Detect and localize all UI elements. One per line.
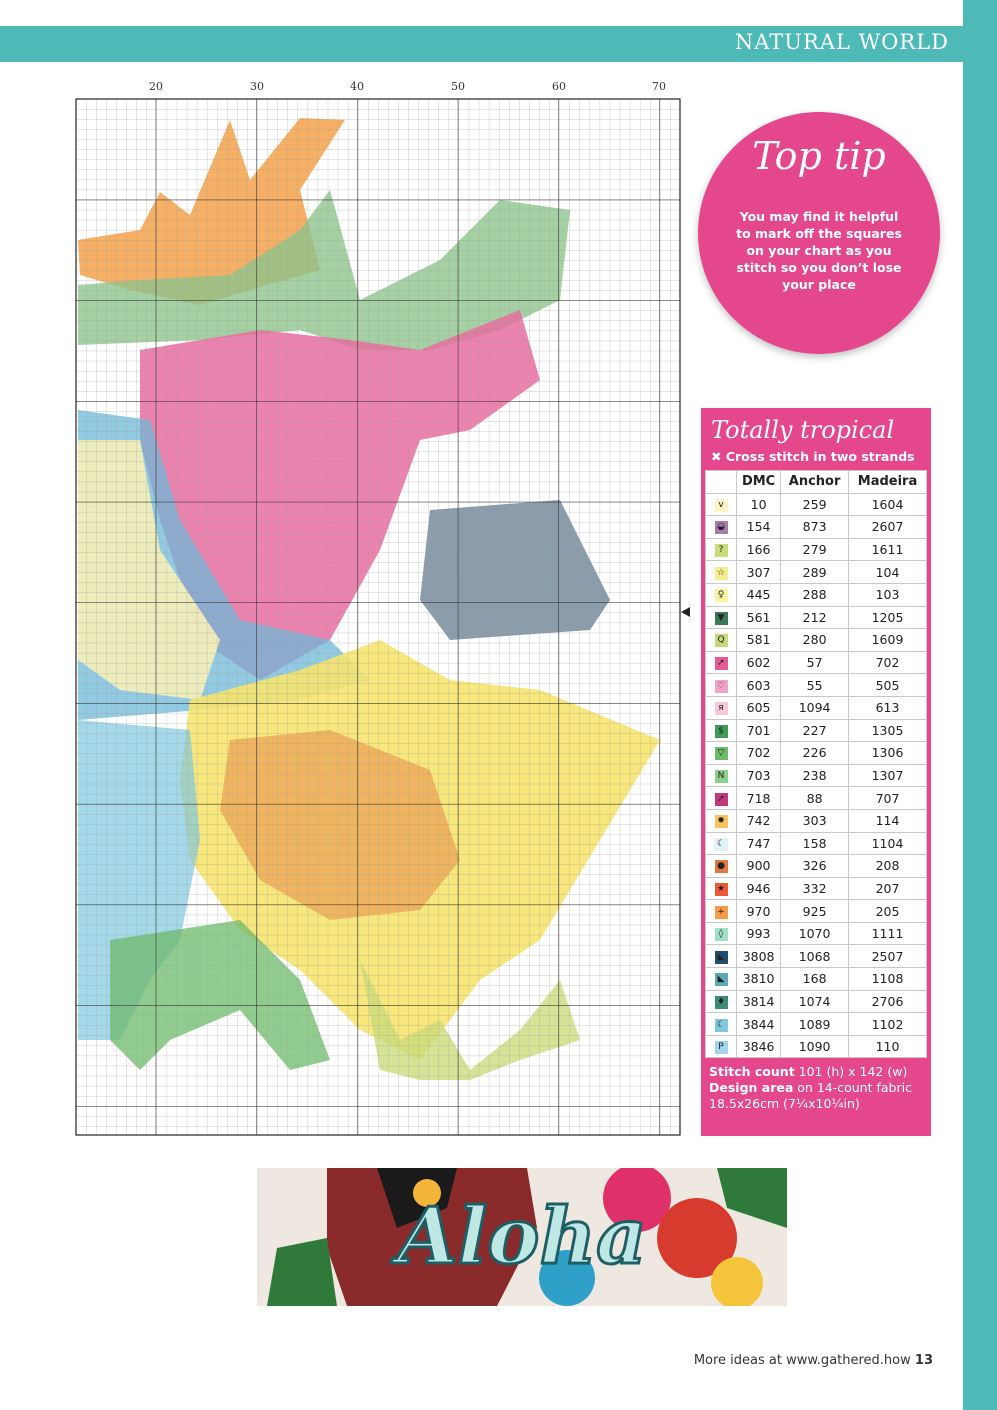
photo-aloha-text: Aloha bbox=[397, 1191, 647, 1282]
key-madeira: 114 bbox=[849, 809, 927, 832]
key-row bbox=[706, 832, 927, 855]
key-madeira: 1108 bbox=[849, 968, 927, 991]
key-anchor: 288 bbox=[781, 583, 849, 606]
key-madeira: 2607 bbox=[849, 516, 927, 539]
section-header-bar bbox=[0, 26, 963, 62]
key-dmc: 900 bbox=[737, 855, 781, 878]
key-symbol-swatch bbox=[706, 606, 737, 629]
key-dmc: 3810 bbox=[737, 968, 781, 991]
stitch-symbol-icon: ▼ bbox=[715, 612, 728, 625]
key-symbol-swatch bbox=[706, 651, 737, 674]
key-madeira: 110 bbox=[849, 1035, 927, 1058]
key-anchor: 212 bbox=[781, 606, 849, 629]
key-row bbox=[706, 538, 927, 561]
key-anchor: 873 bbox=[781, 516, 849, 539]
key-anchor: 326 bbox=[781, 855, 849, 878]
key-dmc: 603 bbox=[737, 674, 781, 697]
stitch-symbol-icon: ☆ bbox=[715, 567, 728, 580]
top-tip-text: You may find it helpful to mark off the squares on your chart as you stitch so you don’t lose your place bbox=[736, 209, 902, 292]
key-header-dmc: DMC bbox=[737, 471, 781, 494]
key-anchor: 227 bbox=[781, 719, 849, 742]
key-madeira: 1609 bbox=[849, 629, 927, 652]
key-row bbox=[706, 990, 927, 1013]
key-row bbox=[706, 561, 927, 584]
key-madeira: 702 bbox=[849, 651, 927, 674]
key-anchor: 1094 bbox=[781, 696, 849, 719]
key-header-madeira: Madeira bbox=[849, 471, 927, 494]
key-anchor: 259 bbox=[781, 493, 849, 516]
ruler-label-30: 30 bbox=[250, 80, 264, 93]
key-anchor: 1090 bbox=[781, 1035, 849, 1058]
stitch-symbol-icon: ☾ bbox=[715, 838, 728, 851]
stitch-count: Stitch count 101 (h) x 142 (w) bbox=[709, 1064, 908, 1079]
key-row bbox=[706, 493, 927, 516]
key-symbol-swatch bbox=[706, 787, 737, 810]
thread-key-panel bbox=[701, 408, 931, 1136]
key-dmc: 747 bbox=[737, 832, 781, 855]
key-symbol-swatch bbox=[706, 809, 737, 832]
key-anchor: 1089 bbox=[781, 1013, 849, 1036]
key-symbol-swatch bbox=[706, 832, 737, 855]
key-anchor: 1068 bbox=[781, 945, 849, 968]
key-dmc: 561 bbox=[737, 606, 781, 629]
center-marker-icon bbox=[681, 607, 690, 617]
key-dmc: 3808 bbox=[737, 945, 781, 968]
key-dmc: 703 bbox=[737, 764, 781, 787]
key-symbol-swatch bbox=[706, 742, 737, 765]
key-row bbox=[706, 855, 927, 878]
ruler-label-20: 20 bbox=[149, 80, 163, 93]
key-madeira: 1205 bbox=[849, 606, 927, 629]
key-dmc: 154 bbox=[737, 516, 781, 539]
key-symbol-swatch bbox=[706, 719, 737, 742]
stitch-symbol-icon: ◒ bbox=[715, 521, 728, 534]
stitch-symbol-icon: ♀ bbox=[715, 589, 728, 602]
key-madeira: 2507 bbox=[849, 945, 927, 968]
key-dmc: 701 bbox=[737, 719, 781, 742]
stitch-symbol-icon: P bbox=[715, 1041, 728, 1054]
key-anchor: 289 bbox=[781, 561, 849, 584]
key-row bbox=[706, 719, 927, 742]
key-dmc: 946 bbox=[737, 877, 781, 900]
stitch-symbol-icon: ● bbox=[715, 860, 728, 873]
key-symbol-swatch bbox=[706, 968, 737, 991]
footer-link-text[interactable]: More ideas at www.gathered.how bbox=[693, 1353, 911, 1368]
right-edge-bar bbox=[963, 0, 997, 1410]
key-dmc: 605 bbox=[737, 696, 781, 719]
key-symbol-swatch bbox=[706, 945, 737, 968]
key-symbol-swatch bbox=[706, 583, 737, 606]
stitch-symbol-icon: ✹ bbox=[715, 815, 728, 828]
key-madeira: 2706 bbox=[849, 990, 927, 1013]
key-row bbox=[706, 922, 927, 945]
key-symbol-swatch bbox=[706, 922, 737, 945]
key-dmc: 445 bbox=[737, 583, 781, 606]
stitch-symbol-icon: ◣ bbox=[715, 951, 728, 964]
key-title: Totally tropical bbox=[711, 416, 895, 444]
key-row bbox=[706, 945, 927, 968]
key-dmc: 581 bbox=[737, 629, 781, 652]
key-madeira: 104 bbox=[849, 561, 927, 584]
key-row bbox=[706, 516, 927, 539]
key-symbol-swatch bbox=[706, 764, 737, 787]
key-symbol-swatch bbox=[706, 855, 737, 878]
ruler-label-50: 50 bbox=[451, 80, 465, 93]
stitch-symbol-icon: v bbox=[715, 499, 728, 512]
key-row bbox=[706, 1013, 927, 1036]
stitch-symbol-icon: ◣ bbox=[715, 973, 728, 986]
key-symbol-swatch bbox=[706, 538, 737, 561]
key-anchor: 303 bbox=[781, 809, 849, 832]
ruler-label-60: 60 bbox=[552, 80, 566, 93]
key-row bbox=[706, 764, 927, 787]
stitch-symbol-icon: ★ bbox=[715, 883, 728, 896]
key-madeira: 207 bbox=[849, 877, 927, 900]
key-anchor: 925 bbox=[781, 900, 849, 923]
key-madeira: 1111 bbox=[849, 922, 927, 945]
section-title: NATURAL WORLD bbox=[734, 30, 949, 54]
stitch-symbol-icon: $ bbox=[715, 725, 728, 738]
key-row bbox=[706, 968, 927, 991]
key-row bbox=[706, 629, 927, 652]
key-header-symbol bbox=[706, 471, 737, 494]
stitch-symbol-icon: я bbox=[715, 702, 728, 715]
key-anchor: 1070 bbox=[781, 922, 849, 945]
page-footer bbox=[694, 1353, 933, 1368]
stitch-symbol-icon: ♦ bbox=[715, 996, 728, 1009]
key-anchor: 226 bbox=[781, 742, 849, 765]
stitch-symbol-icon: ☾ bbox=[715, 1019, 728, 1032]
key-madeira: 613 bbox=[849, 696, 927, 719]
key-anchor: 88 bbox=[781, 787, 849, 810]
ruler-label-40: 40 bbox=[350, 80, 364, 93]
stitch-symbol-icon: ♡ bbox=[715, 680, 728, 693]
key-row bbox=[706, 583, 927, 606]
key-symbol-swatch bbox=[706, 629, 737, 652]
key-row bbox=[706, 1035, 927, 1058]
top-tip-badge bbox=[698, 112, 940, 354]
key-row bbox=[706, 809, 927, 832]
key-anchor: 1074 bbox=[781, 990, 849, 1013]
thread-key-table bbox=[705, 470, 927, 1058]
key-header-anchor: Anchor bbox=[781, 471, 849, 494]
key-symbol-swatch bbox=[706, 1013, 737, 1036]
key-dmc: 10 bbox=[737, 493, 781, 516]
key-madeira: 1102 bbox=[849, 1013, 927, 1036]
key-dmc: 993 bbox=[737, 922, 781, 945]
key-dmc: 970 bbox=[737, 900, 781, 923]
key-madeira: 1307 bbox=[849, 764, 927, 787]
stitch-symbol-icon: ➚ bbox=[715, 657, 728, 670]
key-symbol-swatch bbox=[706, 493, 737, 516]
key-dmc: 307 bbox=[737, 561, 781, 584]
key-madeira: 208 bbox=[849, 855, 927, 878]
key-symbol-swatch bbox=[706, 516, 737, 539]
key-anchor: 168 bbox=[781, 968, 849, 991]
stitch-symbol-icon: Q bbox=[715, 634, 728, 647]
top-tip-title: Top tip bbox=[752, 134, 886, 178]
key-dmc: 3844 bbox=[737, 1013, 781, 1036]
stitch-symbol-icon: ▽ bbox=[715, 747, 728, 760]
key-row bbox=[706, 606, 927, 629]
key-symbol-swatch bbox=[706, 877, 737, 900]
key-symbol-swatch bbox=[706, 1035, 737, 1058]
cross-stitch-chart bbox=[0, 80, 700, 1150]
key-dmc: 718 bbox=[737, 787, 781, 810]
page-number: 13 bbox=[914, 1353, 933, 1368]
key-anchor: 55 bbox=[781, 674, 849, 697]
key-dmc: 702 bbox=[737, 742, 781, 765]
key-row bbox=[706, 742, 927, 765]
key-row bbox=[706, 877, 927, 900]
ruler-label-70: 70 bbox=[652, 80, 666, 93]
key-dmc: 166 bbox=[737, 538, 781, 561]
key-anchor: 332 bbox=[781, 877, 849, 900]
key-madeira: 1611 bbox=[849, 538, 927, 561]
key-symbol-swatch bbox=[706, 696, 737, 719]
key-row bbox=[706, 787, 927, 810]
key-subtitle: ✖ Cross stitch in two strands bbox=[711, 449, 915, 464]
finished-design-photo bbox=[257, 1168, 787, 1306]
key-row bbox=[706, 696, 927, 719]
stitch-symbol-icon: ◊ bbox=[715, 928, 728, 941]
key-anchor: 279 bbox=[781, 538, 849, 561]
key-symbol-swatch bbox=[706, 674, 737, 697]
key-symbol-swatch bbox=[706, 990, 737, 1013]
key-madeira: 1104 bbox=[849, 832, 927, 855]
key-madeira: 1305 bbox=[849, 719, 927, 742]
key-footer bbox=[709, 1064, 925, 1112]
key-dmc: 3814 bbox=[737, 990, 781, 1013]
stitch-grid bbox=[0, 80, 700, 1150]
key-anchor: 57 bbox=[781, 651, 849, 674]
key-anchor: 158 bbox=[781, 832, 849, 855]
stitch-symbol-icon: ➚ bbox=[715, 793, 728, 806]
stitch-symbol-icon: + bbox=[715, 906, 728, 919]
key-row bbox=[706, 900, 927, 923]
key-dmc: 3846 bbox=[737, 1035, 781, 1058]
key-row bbox=[706, 651, 927, 674]
key-symbol-swatch bbox=[706, 900, 737, 923]
key-madeira: 707 bbox=[849, 787, 927, 810]
key-dmc: 602 bbox=[737, 651, 781, 674]
key-anchor: 238 bbox=[781, 764, 849, 787]
key-madeira: 1604 bbox=[849, 493, 927, 516]
design-area: Design area on 14-count fabric 18.5x26cm (7¼x10¼in) bbox=[709, 1080, 912, 1111]
key-madeira: 103 bbox=[849, 583, 927, 606]
stitch-symbol-icon: N bbox=[715, 770, 728, 783]
key-madeira: 505 bbox=[849, 674, 927, 697]
key-symbol-swatch bbox=[706, 561, 737, 584]
key-header-row bbox=[706, 471, 927, 494]
key-anchor: 280 bbox=[781, 629, 849, 652]
stitch-symbol-icon: ? bbox=[715, 544, 728, 557]
key-dmc: 742 bbox=[737, 809, 781, 832]
key-row bbox=[706, 674, 927, 697]
key-madeira: 205 bbox=[849, 900, 927, 923]
key-madeira: 1306 bbox=[849, 742, 927, 765]
